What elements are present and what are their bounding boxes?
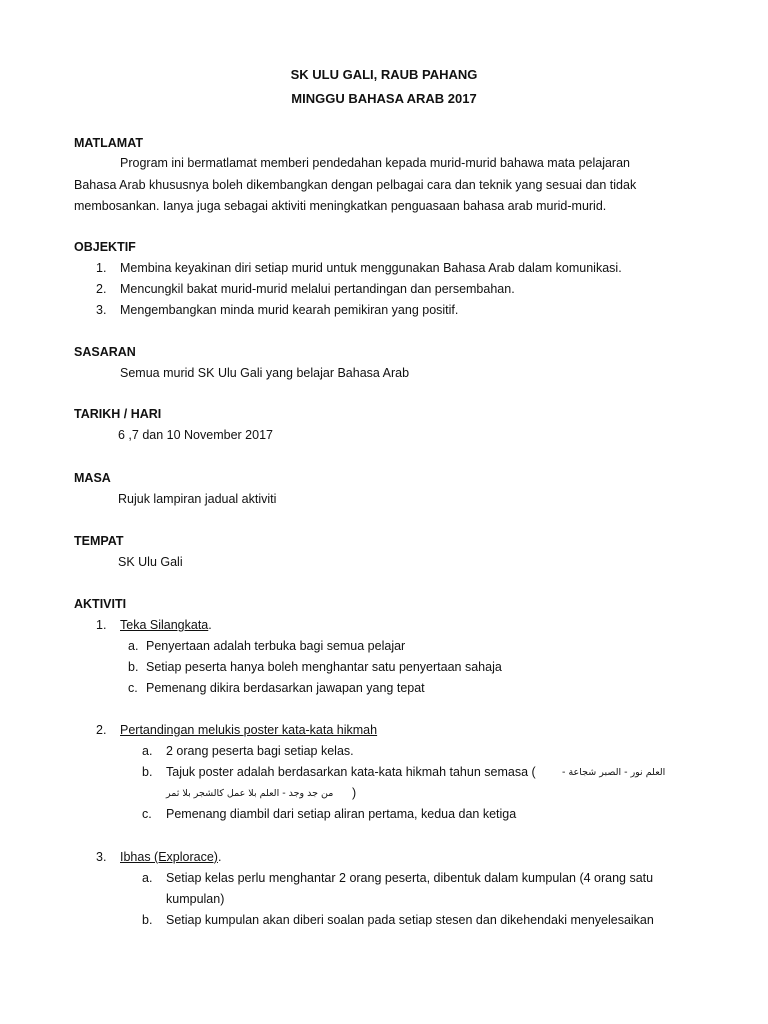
tarikh-text: 6 ,7 dan 10 November 2017 — [118, 428, 273, 442]
aktiviti-2-item-b-close: ) — [352, 786, 357, 800]
event-title: MINGGU BAHASA ARAB 2017 — [291, 91, 477, 106]
aktiviti-2-letter-a: a. — [142, 744, 153, 758]
aktiviti-2-letter-b: b. — [142, 765, 153, 779]
sasaran-text: Semua murid SK Ulu Gali yang belajar Bahasa Arab — [120, 366, 410, 380]
tarikh-heading: TARIKH / HARI — [74, 407, 162, 421]
aktiviti-title-1-suffix: . — [208, 618, 212, 632]
tempat-text: SK Ulu Gali — [118, 555, 183, 569]
objektif-item-2: Mencungkil bakat murid-murid melalui pertandingan dan persembahan. — [120, 282, 515, 296]
aktiviti-3-item-a-cont: kumpulan) — [166, 892, 225, 906]
matlamat-line-1: Program ini bermatlamat memberi pendedahan kepada murid-murid bahawa mata pelajaran — [120, 156, 630, 170]
aktiviti-1-letter-b: b. — [128, 660, 139, 674]
aktiviti-title-2-text: Pertandingan melukis poster kata-kata hikmah — [120, 723, 378, 737]
aktiviti-2-item-a: 2 orang peserta bagi setiap kelas. — [166, 744, 354, 758]
aktiviti-2-item-c: Pemenang diambil dari setiap aliran pertama, kedua dan ketiga — [166, 807, 517, 821]
aktiviti-title-1 — [120, 615, 212, 636]
aktiviti-1-letter-a: a. — [128, 639, 139, 653]
tempat-heading: TEMPAT — [74, 534, 124, 548]
matlamat-heading: MATLAMAT — [74, 136, 143, 150]
aktiviti-title-3-text: Ibhas (Explorace) — [120, 850, 218, 864]
objektif-num-1: 1. — [96, 261, 107, 275]
objektif-heading: OBJEKTIF — [74, 240, 136, 254]
aktiviti-3-letter-b: b. — [142, 913, 153, 927]
objektif-item-3: Mengembangkan minda murid kearah pemikiran yang positif. — [120, 303, 459, 317]
aktiviti-num-3: 3. — [96, 850, 107, 864]
masa-text: Rujuk lampiran jadual aktiviti — [118, 492, 277, 506]
objektif-num-2: 2. — [96, 282, 107, 296]
aktiviti-1-letter-c: c. — [128, 681, 138, 695]
aktiviti-title-3-suffix: . — [217, 850, 222, 864]
aktiviti-3-item-b: Setiap kumpulan akan diberi soalan pada setiap stesen dan dikehendaki menyelesaikan — [166, 913, 654, 927]
aktiviti-2-item-b-arabic-1: العلم نور - الصبر شجاعة - — [562, 767, 666, 778]
matlamat-line-3: membosankan. Ianya juga sebagai aktiviti meningkatkan penguasaan bahasa arab murid-murid. — [74, 199, 607, 213]
aktiviti-3-letter-a: a. — [142, 871, 153, 885]
aktiviti-2-item-b-arabic-2: من جد وجد - العلم بلا عمل كالشجر بلا ثمر — [166, 788, 334, 799]
aktiviti-1-item-a: Penyertaan adalah terbuka bagi semua pelajar — [146, 639, 406, 653]
matlamat-line-2: Bahasa Arab khususnya boleh dikembangkan dengan pelbagai cara dan teknik yang sesuai dan tidak — [74, 178, 637, 192]
aktiviti-1-item-c: Pemenang dikira berdasarkan jawapan yang tepat — [146, 681, 425, 695]
masa-heading: MASA — [74, 471, 111, 485]
aktiviti-title-2 — [120, 720, 377, 741]
objektif-num-3: 3. — [96, 303, 107, 317]
aktiviti-1-item-b: Setiap peserta hanya boleh menghantar satu penyertaan sahaja — [146, 660, 502, 674]
aktiviti-num-1: 1. — [96, 618, 107, 632]
objektif-item-1: Membina keyakinan diri setiap murid untuk menggunakan Bahasa Arab dalam komunikasi. — [120, 261, 622, 275]
sasaran-heading: SASARAN — [74, 345, 136, 359]
aktiviti-heading: AKTIVITI — [74, 597, 127, 611]
aktiviti-num-2: 2. — [96, 723, 107, 737]
aktiviti-title-3 — [120, 847, 221, 868]
school-title: SK ULU GALI, RAUB PAHANG — [290, 67, 478, 82]
aktiviti-2-item-b: Tajuk poster adalah berdasarkan kata-kata hikmah tahun semasa ( — [166, 765, 536, 779]
aktiviti-2-letter-c: c. — [142, 807, 152, 821]
aktiviti-3-item-a: Setiap kelas perlu menghantar 2 orang peserta, dibentuk dalam kumpulan (4 orang satu — [166, 871, 654, 885]
aktiviti-title-1-text: Teka Silangkata — [120, 618, 209, 632]
